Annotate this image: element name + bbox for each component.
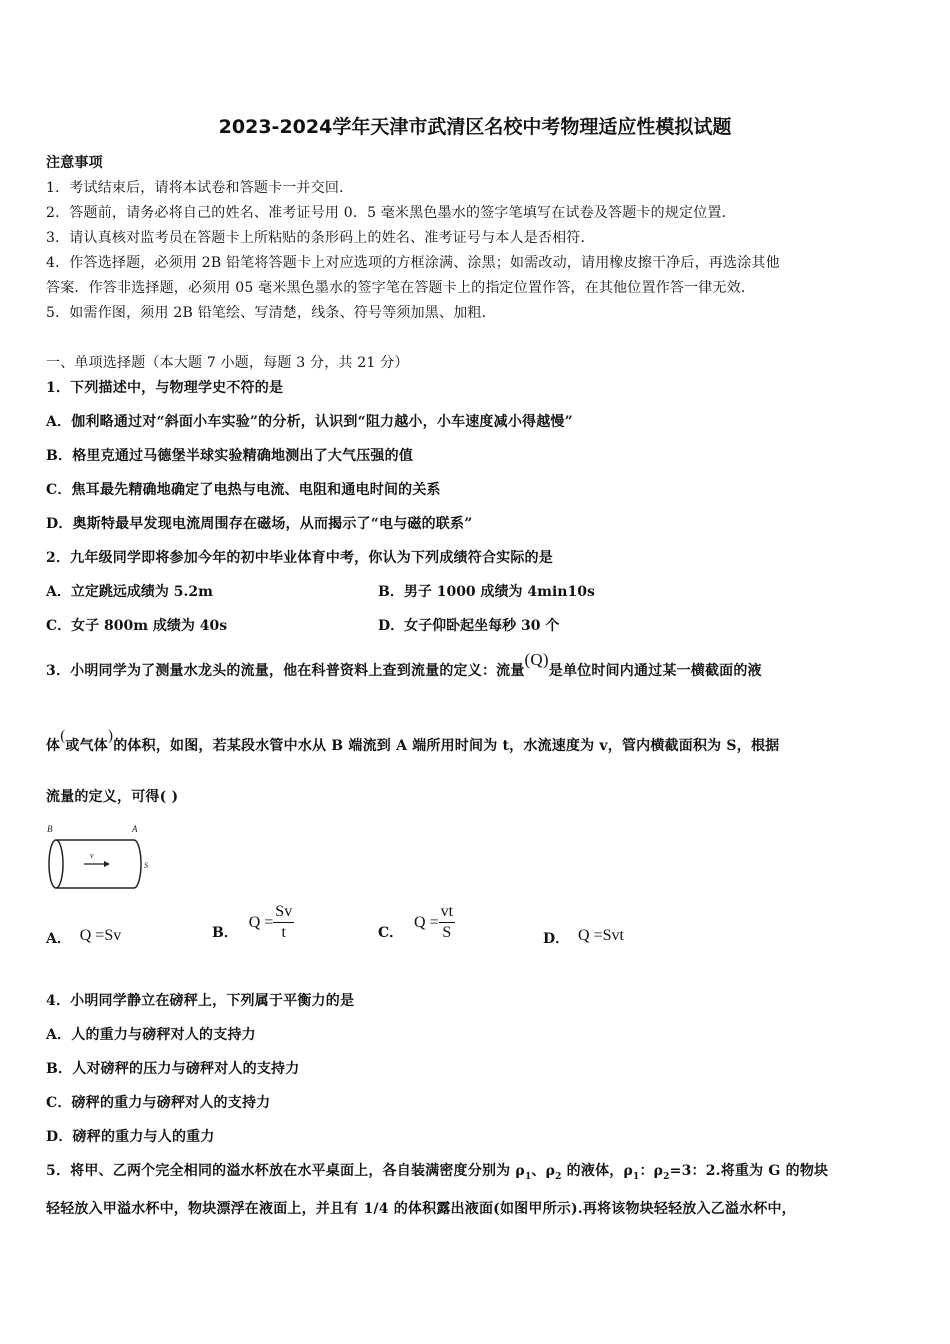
question-1-option-d: D．奥斯特最早发现电流周围存在磁场，从而揭示了“电与磁的联系” xyxy=(46,516,473,532)
label-b: B xyxy=(47,824,53,834)
question-2-stem: 2．九年级同学即将参加今年的初中毕业体育中考，你认为下列成绩符合实际的是 xyxy=(46,550,553,566)
notice-item: 1．考试结束后，请将本试卷和答题卡一并交回． xyxy=(46,180,354,196)
subscript: 2 xyxy=(663,1171,670,1182)
formula-lhs: Q = xyxy=(248,913,274,931)
option-label: D． xyxy=(543,931,570,947)
pipe-end-b xyxy=(49,840,63,888)
label-v: v xyxy=(90,851,94,860)
question-2-option-b: B．男子 1000 成绩为 4min10s xyxy=(378,584,595,600)
label-a: A xyxy=(132,824,138,834)
denominator: S xyxy=(442,924,452,941)
question-3-line-3: 流量的定义，可得( ) xyxy=(46,789,179,805)
q3-symbol-q: (Q) xyxy=(524,650,549,669)
question-4-option-b: B．人对磅秤的压力与磅秤对人的支持力 xyxy=(46,1061,300,1077)
notice-item: 4．作答选择题，必须用 2B 铅笔将答题卡上对应选项的方框涂满、涂黑；如需改动，请用橡皮擦干净后，再选涂其他 xyxy=(46,255,780,271)
question-3-option-d xyxy=(543,928,624,948)
question-1-stem: 1．下列描述中，与物理学史不符的是 xyxy=(46,380,284,396)
option-label: B． xyxy=(212,924,238,941)
label-s: S xyxy=(144,861,148,870)
question-1-option-b: B．格里克通过马德堡半球实验精确地测出了大气压强的值 xyxy=(46,448,414,464)
option-label: C． xyxy=(378,924,404,941)
question-3-option-c xyxy=(378,902,455,943)
question-4-option-d: D．磅秤的重力与人的重力 xyxy=(46,1129,215,1145)
q5-text: 、ρ xyxy=(531,1163,556,1179)
page-title: 2023-2024学年天津市武清区名校中考物理适应性模拟试题 xyxy=(218,116,732,138)
notice-item: 5．如需作图，须用 2B 铅笔绘、写清楚，线条、符号等须加黑、加粗． xyxy=(46,305,496,321)
q3-paren: ) xyxy=(108,728,114,744)
notice-heading: 注意事项 xyxy=(46,155,103,171)
section-heading: 一、单项选择题（本大题 7 小题，每题 3 分，共 21 分） xyxy=(46,355,409,371)
question-3-option-b xyxy=(212,902,294,943)
question-4-option-a: A．人的重力与磅秤对人的支持力 xyxy=(46,1027,256,1043)
formula: Q =Sv xyxy=(79,927,122,944)
denominator: t xyxy=(281,924,286,941)
q5-text: ：ρ xyxy=(639,1163,664,1179)
question-1-option-a: A．伽利略通过对“斜面小车实验”的分析，认识到“阻力越小，小车速度减小得越慢” xyxy=(46,414,573,430)
question-1-option-c: C．焦耳最先精确地确定了电热与电流、电阻和通电时间的关系 xyxy=(46,482,441,498)
question-2-option-d: D．女子仰卧起坐每秒 30 个 xyxy=(378,618,560,634)
question-4-option-c: C．磅秤的重力与磅秤对人的支持力 xyxy=(46,1095,271,1111)
subscript: 2 xyxy=(555,1171,562,1182)
question-3-option-a xyxy=(46,928,121,948)
q3-text: 或气体 xyxy=(65,738,109,754)
question-2-option-a: A．立定跳远成绩为 5.2m xyxy=(46,584,213,600)
formula: Q =Svt xyxy=(578,927,624,944)
q5-text: 5．将甲、乙两个完全相同的溢水杯放在水平桌面上，各自装满密度分别为 ρ xyxy=(46,1163,525,1179)
formula-lhs: Q = xyxy=(414,913,439,931)
flow-arrowhead xyxy=(104,861,110,867)
pipe-end-a xyxy=(134,840,141,888)
question-4-stem: 4．小明同学静立在磅秤上，下列属于平衡力的是 xyxy=(46,993,355,1009)
question-5-line-1 xyxy=(46,1160,828,1182)
fraction xyxy=(273,902,294,943)
q3-text: 体 xyxy=(46,738,61,754)
q3-paren: ( xyxy=(60,728,66,744)
question-3-line-1 xyxy=(46,650,762,680)
pipe-figure xyxy=(44,822,154,894)
fraction xyxy=(439,902,455,943)
q3-text: 的体积，如图，若某段水管中水从 B 端流到 A 端所用时间为 t，水流速度为 v，管内横截面积为 S，根据 xyxy=(113,738,780,754)
option-label: A． xyxy=(46,931,71,947)
q5-text: 的液体，ρ xyxy=(561,1163,633,1179)
notice-item: 2．答题前，请务必将自己的姓名、准考证号用 0．5 毫米黑色墨水的签字笔填写在试卷及答题卡的规定位置． xyxy=(46,205,736,221)
notice-item: 3．请认真核对监考员在答题卡上所粘贴的条形码上的姓名、准考证号与本人是否相符． xyxy=(46,230,595,246)
subscript: 1 xyxy=(632,1171,640,1182)
notice-item: 答案．作答非选择题，必须用 05 毫米黑色墨水的签字笔在答题卡上的指定位置作答，在其他位置作答一律无效． xyxy=(46,280,756,296)
numerator: vt xyxy=(439,902,455,923)
question-2-option-c: C．女子 800m 成绩为 40s xyxy=(46,618,228,634)
subscript: 1 xyxy=(524,1171,532,1182)
question-5-line-2: 轻轻放入甲溢水杯中，物块漂浮在液面上，并且有 1/4 的体积露出液面(如图甲所示).再将该物块轻轻放入乙溢水杯中， xyxy=(46,1201,796,1217)
numerator: Sv xyxy=(273,902,294,923)
q3-text: 是单位时间内通过某一横截面的液 xyxy=(548,663,762,679)
q5-text: =3：2.将重为 G 的物块 xyxy=(669,1163,829,1179)
question-3-line-2 xyxy=(46,728,780,755)
q3-text: 3．小明同学为了测量水龙头的流量，他在科普资料上查到流量的定义：流量 xyxy=(46,663,525,679)
